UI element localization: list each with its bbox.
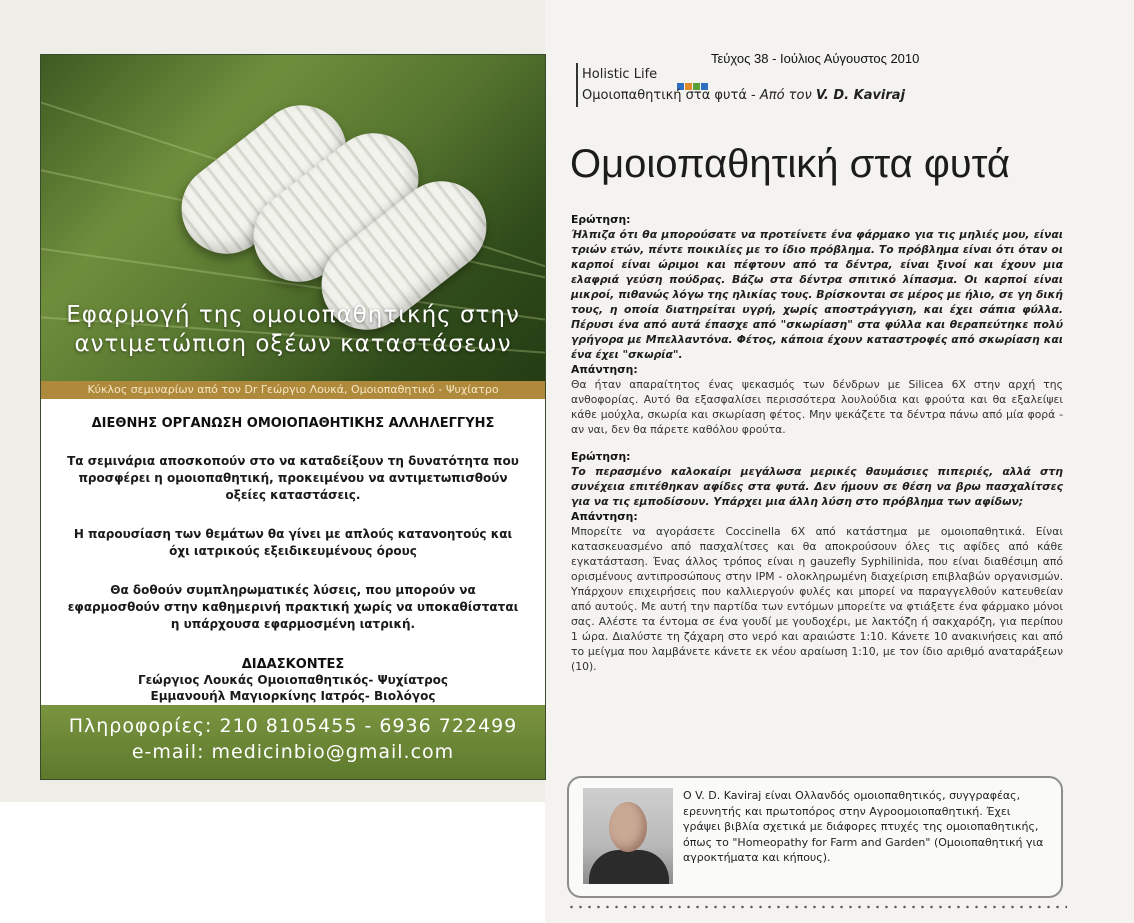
section-divider: [576, 63, 578, 107]
ad-organization: ΔΙΕΘΝΗΣ ΟΡΓΑΝΩΣΗ ΟΜΟΙΟΠΑΘΗΤΙΚΗΣ ΑΛΛΗΛΕΓΓΥΗΣ: [91, 416, 495, 431]
section-subtitle-topic: Ομοιοπαθητική στα φυτά -: [582, 88, 760, 103]
author-bio-text: Ο V. D. Kaviraj είναι Ολλανδός ομοιοπαθητικός, συγγραφέας, ερευνητής και πρωτοπόρος στην Αγροομοιοπαθητική. Έχει γράψει βιβλία σχετικά με διάφορες πτυχές της ομοιοπαθητικής, όπως το "Homeopathy for Farm and Garden" (Ομοιοπαθητική για αγροκτήματα και κήπους).: [683, 789, 1044, 864]
ad-body: [41, 399, 545, 705]
section-subtitle-author: V. D. Kaviraj: [815, 88, 906, 103]
section-subtitle: [582, 88, 905, 103]
question-text: Το περασμένο καλοκαίρι μεγάλωσα μερικές θαυμάσιες πιπεριές, αλλά στη συνέχεια επιτέθηκαν αφίδες στα φυτά. Δεν ήμουν σε θέση να βρω πασχαλίτσες για να τις εμποδίσουν. Υπάρχει μια άλλη λύση στο πρόβλημα των αφίδων;: [571, 465, 1063, 508]
blank-area: [0, 802, 548, 923]
author-photo-body: [589, 850, 669, 884]
author-bio-box: [567, 776, 1063, 898]
article-title: Ομοιοπαθητική στα φυτά: [570, 142, 1010, 186]
author-photo-face: [609, 802, 647, 852]
answer-text: Μπορείτε να αγοράσετε Coccinella 6X από κατάστημα με ομοιοπαθητικά. Είναι κατασκευασμένο από πασχαλίτσες και θα αποκρούσουν όλες τις αφίδες από κάθε εγκατάσταση. Ένας άλλος τρόπος είναι η gauzefly Syphilinida, που είναι διαθέσιμη από ορισμένους αντιπροσώπους στην IPM - ολοκληρωμένη διαχείριση επιβλαβών οργανισμών. Υπάρχουν επιχειρήσεις που καλλιεργούν φυλές και μπορεί να παραγγελθούν κατευθείαν από αυτούς. Με αυτή την παρτίδα των εντόμων μπορείτε να φτιάξετε ένα φάρμακο μόνοι σας. Αλέστε τα έντομα σε ένα γουδί με γουδοχέρι, με λακτόζη ή σακχαρόζη, για περίπου 1 ώρα. Διαλύστε τη ζάχαρη στο νερό και αραιώστε 1:10. Κάνετε 10 ανακινήσεις και από το μείγμα που λαμβάνετε κάνετε εκ νέου αραίωση 1:10, με τον ίδιο αριθμό αναταράξεων (10).: [571, 525, 1063, 673]
issue-info: Τεύχος 38 - Ιούλιος Αύγουστος 2010: [711, 51, 920, 66]
ad-paragraph: Θα δοθούν συμπληρωματικές λύσεις, που μπορούν να εφαρμοσθούν στην καθημερινή πρακτική χωρίς να υποκαθίσταται η υπάρχουσα εφαρμοσμένη ιατρική.: [67, 583, 519, 631]
ad-headline: [41, 301, 545, 359]
section-name: Holistic Life: [582, 67, 658, 82]
ad-paragraph: Τα σεμινάρια αποσκοπούν στο να καταδείξουν τη δυνατότητα που προσφέρει η ομοιοπαθητική, προκειμένου να αντιμετωπισθούν οξείες καταστάσεις.: [67, 454, 519, 502]
question-text: Ήλπιζα ότι θα μπορούσατε να προτείνετε ένα φάρμακο για τις μηλιές μου, είναι τριών ετών, πέντε ποικιλίες με το ίδιο πρόβλημα. Το πρόβλημα είναι ότι όταν οι καρποί είναι ώριμοι και πέφτουν από τα δέντρα, είναι ξινοί και έχουν μια ελαφριά γεύση πούδρας. Βάζω στα δέντρα σπιτικό λίπασμα. Οι καρποί είναι μικροί, πιθανώς λόγω της ηλικίας τους. Βρίσκονται σε μέρος με ήλιο, σε γη δική τους, η οποία διατηρείται υγρή, χωρίς αποστράγγιση, και έχει σάπια φύλλα. Πέρυσι ένα από αυτά έπασχε από "σκωρίαση" στα φύλλα και θεραπεύτηκε πολύ γρήγορα με Μπελλαντόνα. Φέτος, κάποια έχουν καταστροφές από σκωρίαση και ένα έχει "σκωρία".: [571, 228, 1063, 361]
question-label: Ερώτηση:: [571, 213, 631, 226]
question-label: Ερώτηση:: [571, 450, 631, 463]
ad-headline-line-1: Εφαρμογή της ομοιοπαθητικής στην: [66, 302, 520, 328]
answer-label: Απάντηση:: [571, 510, 638, 523]
section-subtitle-by: Από τον: [759, 88, 816, 103]
ad-seminar-strip: Κύκλος σεμιναρίων από τον Dr Γεώργιο Λουκά, Ομοιοπαθητικό - Ψυχίατρο: [41, 381, 545, 399]
article-body: [571, 212, 1063, 674]
ad-headline-line-2: αντιμετώπιση οξέων καταστάσεων: [74, 331, 512, 357]
ad-contact-footer: [41, 705, 545, 779]
ad-teachers-title: ΔΙΔΑΣΚΟΝΤΕΣ: [241, 657, 345, 672]
ad-phone: Πληροφορίες: 210 8105455 - 6936 722499: [68, 715, 518, 737]
answer-text: Θα ήταν απαραίτητος ένας ψεκασμός των δένδρων με Silicea 6X στην αρχή της ανθοφορίας. Αυτό θα εξασφαλίσει περισσότερα λουλούδια και φρούτα και θα εξαλείψει κάθε μούχλα, σκωρία και σκωρίαση φέτος. Μην ψεκάζετε τα δέντρα πάνω από μία φορά - αν ναι, δεν θα πάρετε καθόλου φρούτα.: [571, 378, 1063, 436]
ad-email: e-mail: medicinbio@gmail.com: [131, 741, 455, 763]
ad-teacher: Εμμανουήλ Μαγιορκίνης Ιατρός- Βιολόγος: [150, 689, 436, 703]
seminar-advertisement: [40, 54, 546, 780]
ad-paragraph: Η παρουσίαση των θεμάτων θα γίνει με απλούς κατανοητούς και όχι ιατρικούς εξειδικευμένους όρους: [73, 527, 513, 558]
block-spacer: [571, 437, 1063, 449]
author-photo: [583, 788, 673, 884]
ad-teacher: Γεώργιος Λουκάς Ομοιοπαθητικός- Ψυχίατρος: [137, 673, 449, 687]
answer-label: Απάντηση:: [571, 363, 638, 376]
ad-photo-pills-on-leaf: [41, 55, 545, 381]
dotted-rule: [567, 905, 1067, 909]
